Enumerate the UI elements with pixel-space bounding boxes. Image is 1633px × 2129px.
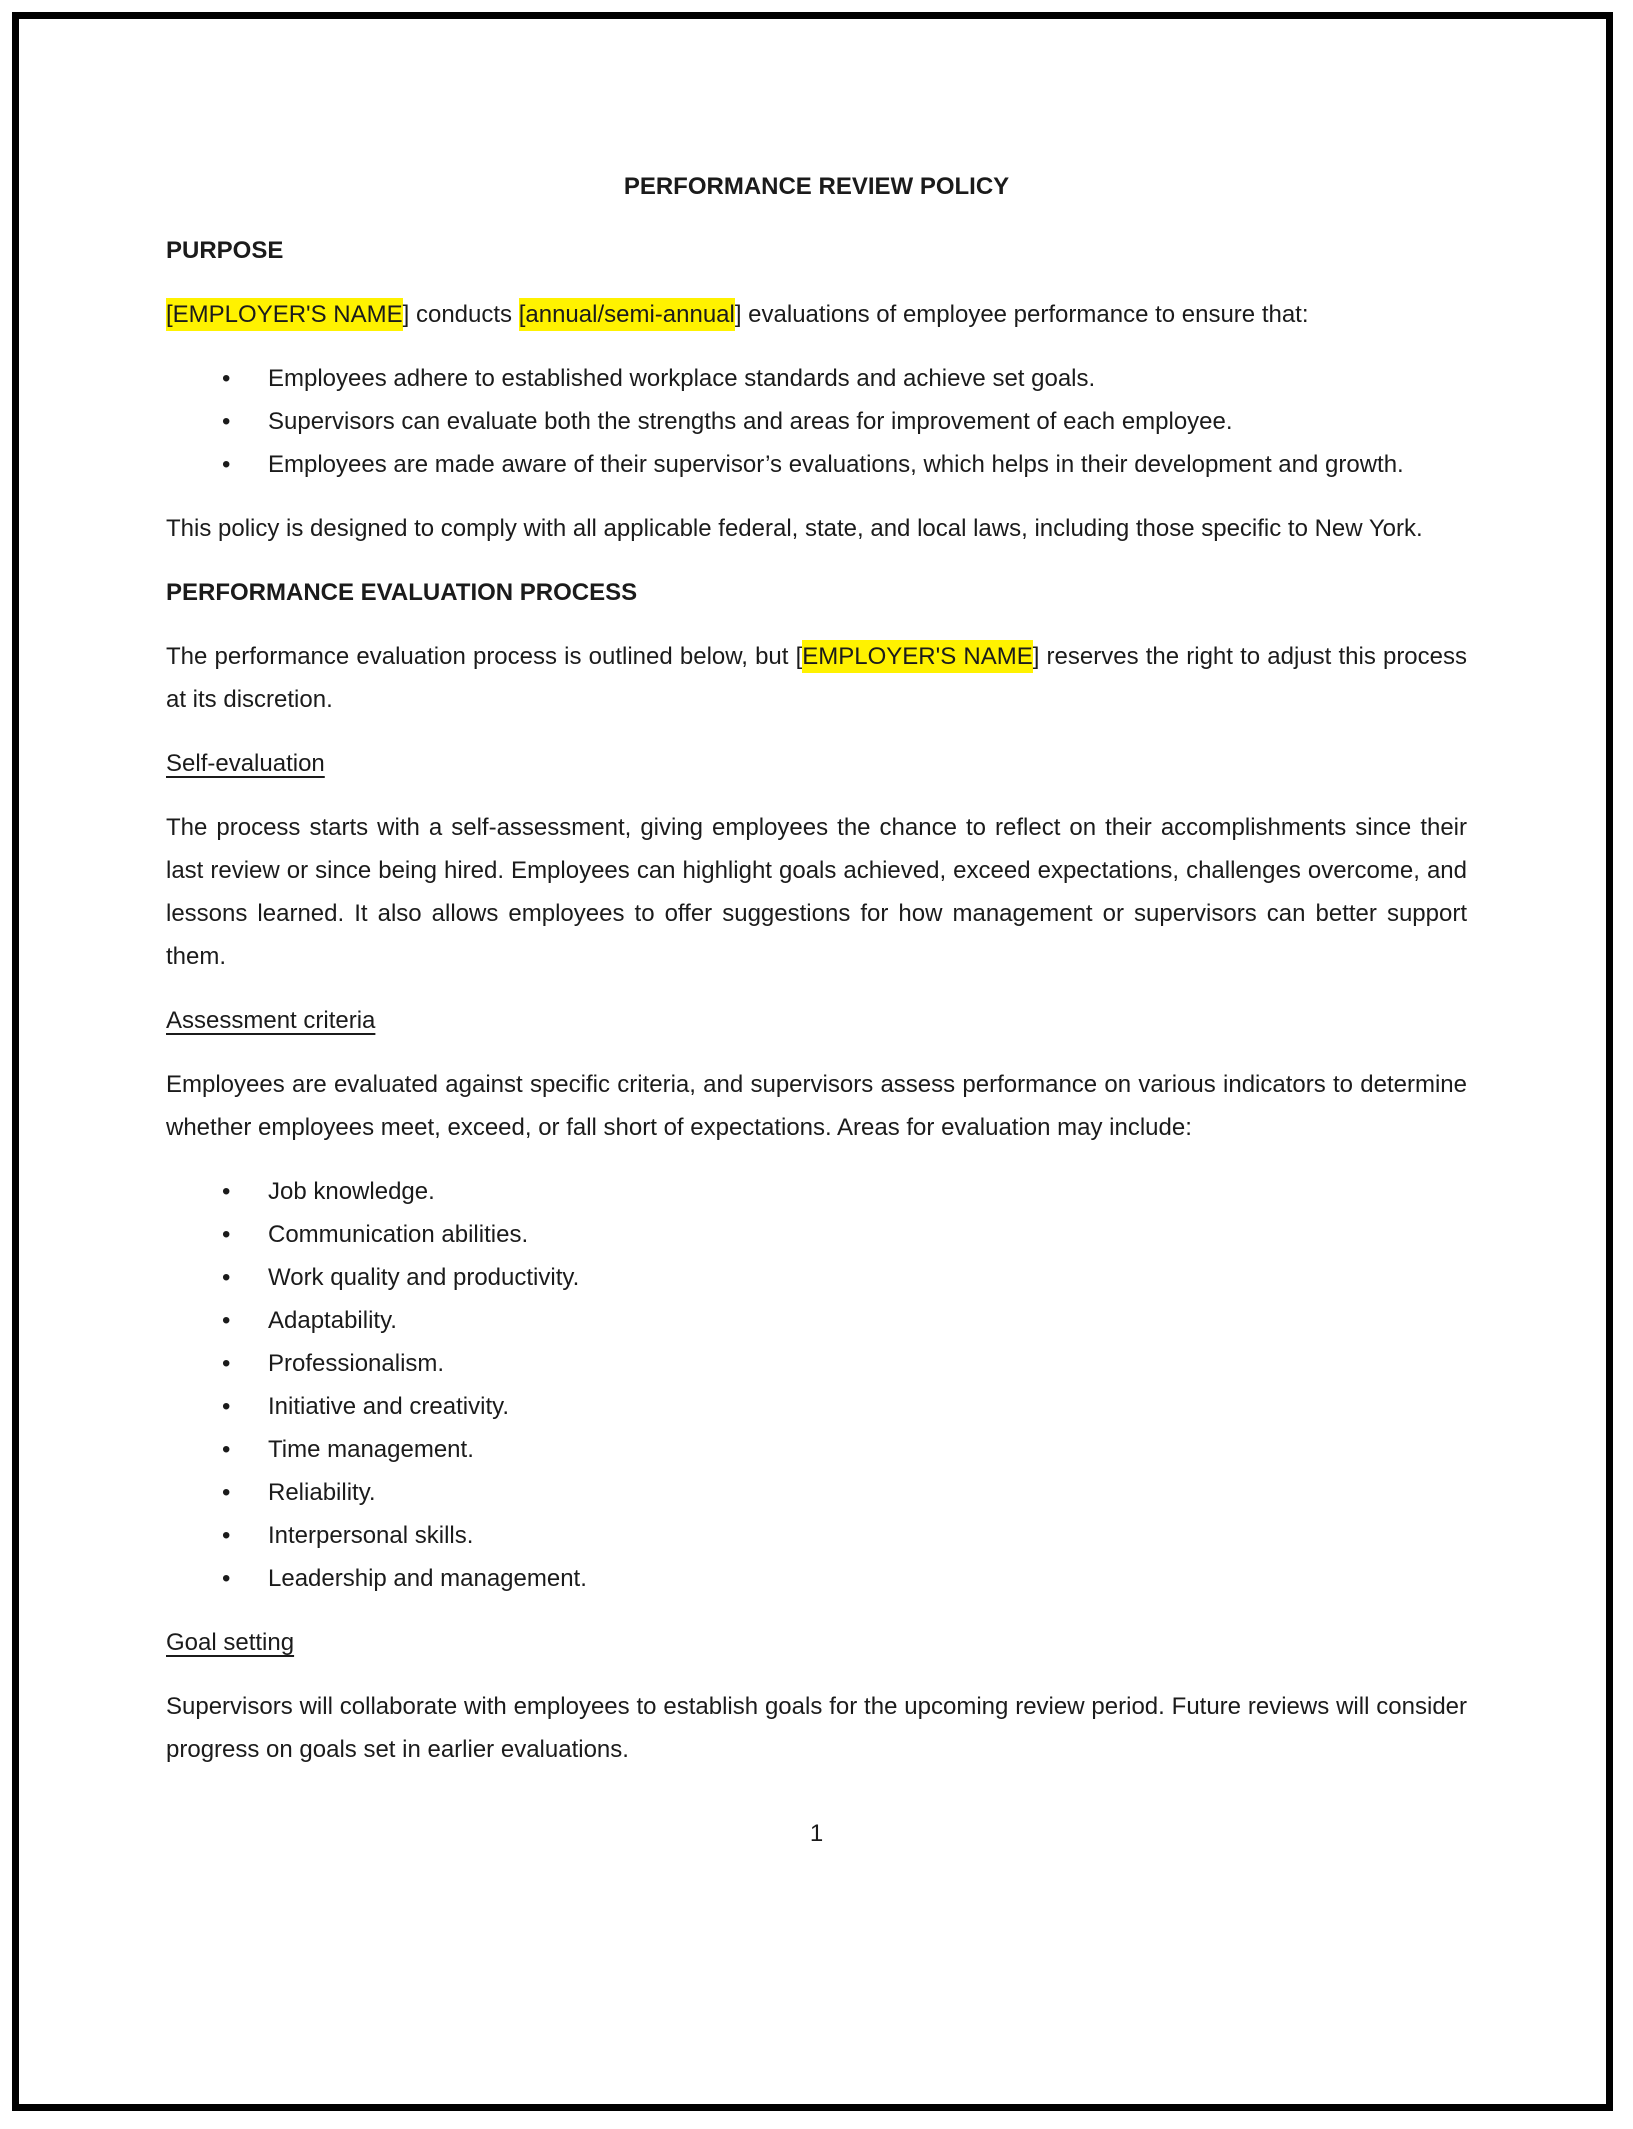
bullet-item: • Professionalism. <box>166 1342 1467 1385</box>
bullet-item: • Work quality and productivity. <box>166 1256 1467 1299</box>
bullet-item: • Time management. <box>166 1428 1467 1471</box>
heading-goal-setting: Goal setting <box>166 1629 295 1656</box>
plain-text: The performance evaluation process is outlined below, but [ <box>166 643 803 670</box>
bullet-item: • Adaptability. <box>166 1299 1467 1342</box>
assessment-criteria-bullet-list <box>166 1170 1467 1600</box>
bullet-item: • Employees adhere to established workplace standards and achieve set goals. <box>166 357 1467 400</box>
goal-setting-paragraph: Supervisors will collaborate with employees to establish goals for the upcoming review period. Future reviews will consider progress on goals set in earlier evaluations. <box>166 1693 1467 1763</box>
employer-name-placeholder: [EMPLOYER'S NAME <box>166 298 403 331</box>
document-content <box>166 0 1467 1855</box>
assessment-criteria-paragraph: Employees are evaluated against specific criteria, and supervisors assess performance on various indicators to determine whether employees meet, exceed, or fall short of expectations. Areas for evaluation may include: <box>166 1071 1467 1141</box>
bullet-item: • Leadership and management. <box>166 1557 1467 1600</box>
bullet-item: • Employees are made aware of their supervisor’s evaluations, which helps in their development and growth. <box>166 443 1467 486</box>
self-evaluation-paragraph: The process starts with a self-assessment, giving employees the chance to reflect on their accomplishments since their last review or since being hired. Employees can highlight goals achieved, exceed expectations, challenges overcome, and lessons learned. It also allows employees to offer suggestions for how management or supervisors can better support them. <box>166 814 1467 970</box>
heading-assessment-criteria: Assessment criteria <box>166 1007 376 1034</box>
heading-purpose: PURPOSE <box>166 237 284 264</box>
bullet-item: • Initiative and creativity. <box>166 1385 1467 1428</box>
compliance-paragraph: This policy is designed to comply with all applicable federal, state, and local laws, including those specific to New York. <box>166 515 1423 542</box>
purpose-bullet-list <box>166 357 1467 486</box>
plain-text: ] conducts <box>402 301 519 328</box>
process-intro-paragraph <box>166 635 1467 721</box>
bullet-item: • Job knowledge. <box>166 1170 1467 1213</box>
heading-self-evaluation: Self-evaluation <box>166 750 325 777</box>
bullet-item: • Interpersonal skills. <box>166 1514 1467 1557</box>
page-number: 1 <box>809 1820 824 1847</box>
plain-text: ] evaluations of employee performance to ensure that: <box>734 301 1309 328</box>
bullet-item: • Reliability. <box>166 1471 1467 1514</box>
bullet-item: • Supervisors can evaluate both the strengths and areas for improvement of each employee. <box>166 400 1467 443</box>
employer-name-placeholder: EMPLOYER'S NAME <box>802 640 1032 673</box>
document-title: PERFORMANCE REVIEW POLICY <box>623 173 1010 200</box>
annual-semiannual-placeholder: [annual/semi-annual <box>519 298 735 331</box>
purpose-intro-paragraph <box>166 293 1467 336</box>
bullet-item: • Communication abilities. <box>166 1213 1467 1256</box>
heading-evaluation-process: PERFORMANCE EVALUATION PROCESS <box>166 579 638 606</box>
plain-text: ] reserves the right to adjust this process at its discretion. <box>166 643 1468 713</box>
